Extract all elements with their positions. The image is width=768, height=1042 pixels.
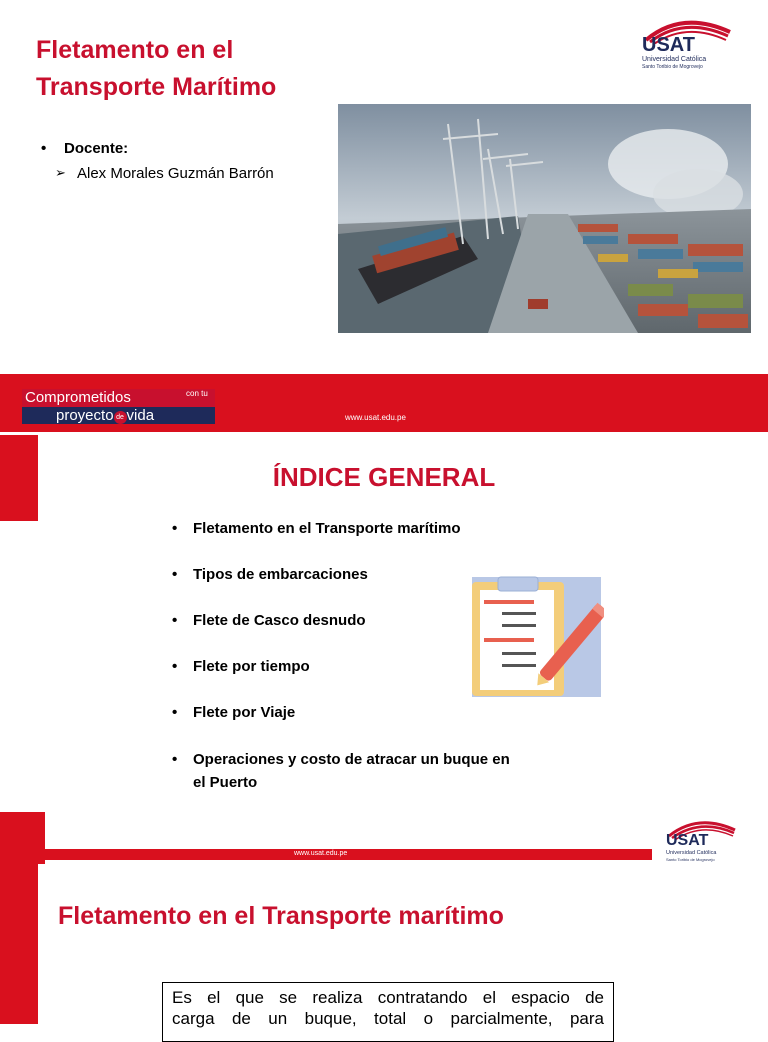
logo-subtitle-1: Universidad Católica [666,850,717,856]
header-bar [45,849,652,860]
docente-label: Docente: [64,140,129,157]
content-title: Fletamento en el Transporte marítimo [58,902,504,930]
definition-line-2: carga de un buque, total o parcialmente, para [172,1009,604,1028]
port-photo [338,104,751,333]
slide-title: Fletamento en el Transporte Marítimo USAT Universidad Católica Santo Toribio de Mogrovejo • Docente: ➢ Alex Morales Guzmán Barrón Comprometidos con tu proyecto de vida www.usat.edu.pe [0,0,768,435]
clipboard-illustration-icon [472,574,604,698]
usat-logo [642,14,734,74]
docente-name: Alex Morales Guzmán Barrón [77,165,274,182]
de-circle-icon: de [114,411,127,424]
footer-url[interactable]: www.usat.edu.pe [345,413,406,422]
usat-logo [666,816,738,864]
logo-word: USAT [666,832,709,849]
index-title: ÍNDICE GENERAL [272,462,496,492]
definition-line-1: Es el que se realiza contratando el espacio de [172,988,604,1007]
logo-subtitle-2: Santo Toribio de Mogrovejo [666,857,715,862]
definition-textbox [162,982,614,1042]
logo-word: USAT [642,34,695,56]
title-line-1: Fletamento en el [36,36,234,64]
logo-subtitle-2: Santo Toribio de Mogrovejo [642,64,703,70]
header-url[interactable]: www.usat.edu.pe [294,850,348,857]
slide-title-heading [36,32,336,106]
title-line-2: Transporte Marítimo [36,73,277,101]
motto-line-1: Comprometidos con tu [22,389,215,407]
corner-red-block [0,812,45,864]
motto-line-2: proyecto de vida [22,407,215,424]
logo-subtitle-1: Universidad Católica [642,56,707,63]
motto-banner [22,389,215,424]
arrow-bullet-icon: ➢ [55,165,66,180]
